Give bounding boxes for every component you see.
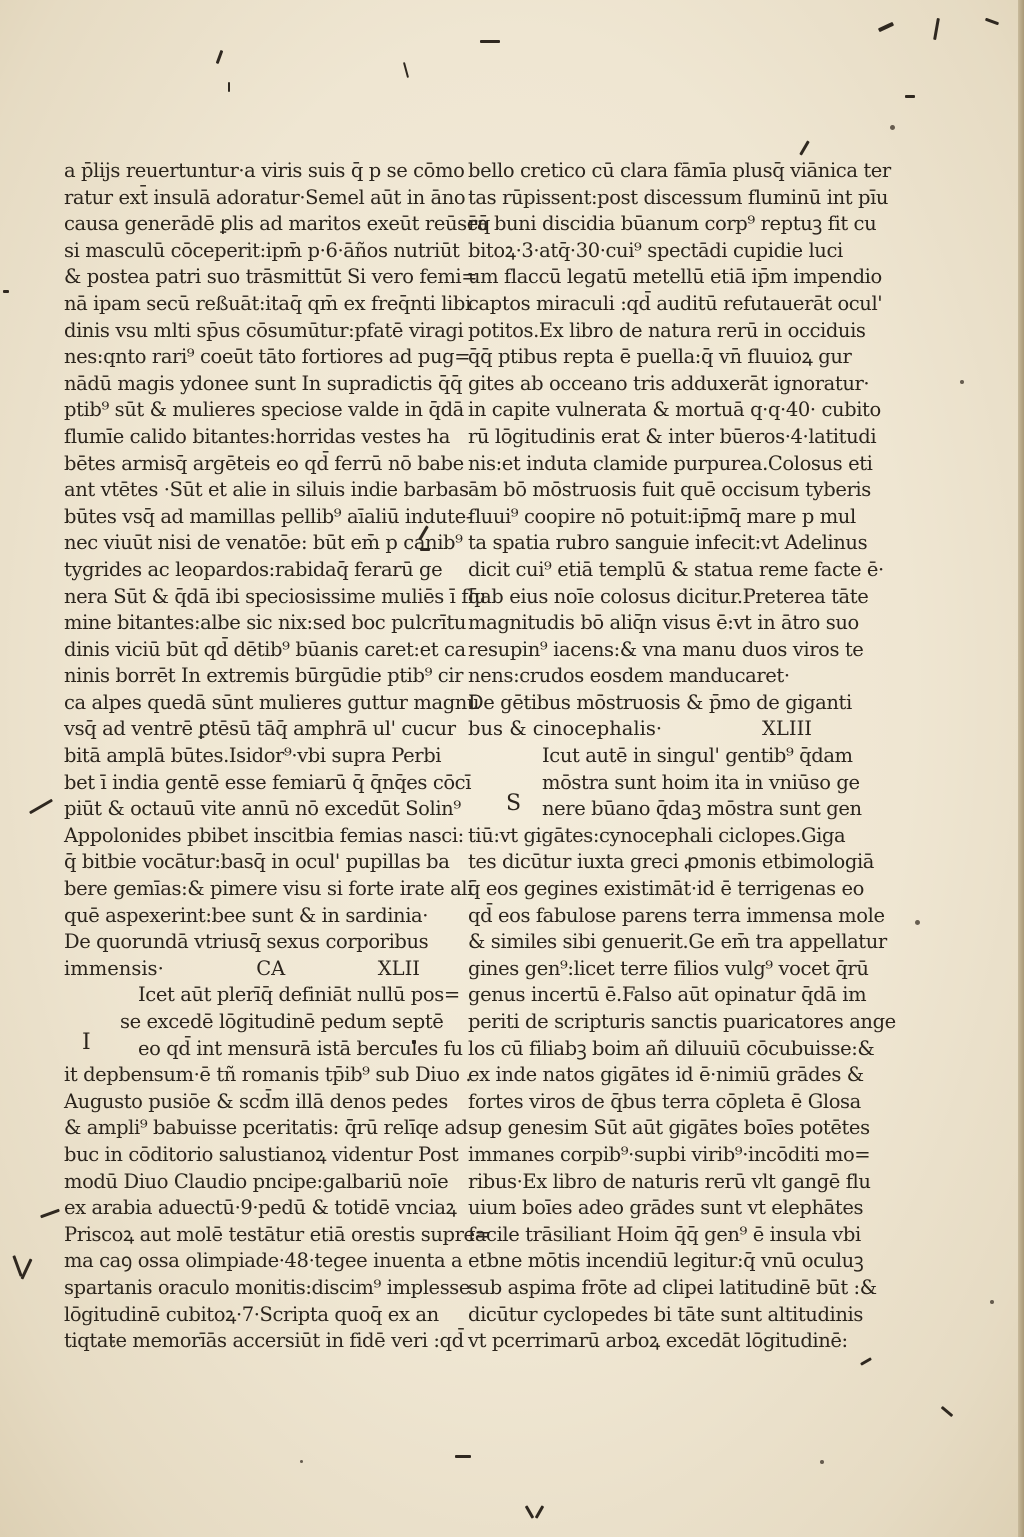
text-line: causa generādē ꝑlis ad maritos exeūt reūsēq̄ — [64, 212, 490, 236]
text-line: spartanis oraculo monitis:discim⁹ implesse — [64, 1275, 471, 1299]
initial-letter-guide: I — [82, 1030, 91, 1055]
ink-mark — [403, 62, 409, 78]
chapter-heading-xlii — [64, 929, 440, 982]
ink-mark — [12, 1255, 22, 1277]
text-line: qd̄ eos fabulose parens terra immensa mole — [468, 903, 885, 927]
text-line: dinis viciū būt qd̄ dētib⁹ būanis caret:et ca — [64, 637, 466, 661]
text-line: ant vtētes ·Sūt et alie in siluis indie barbas — [64, 478, 469, 502]
text-line: bitā amplā būtes.Isidor⁹·vbi supra Perbi — [64, 744, 442, 768]
ink-mark — [29, 799, 53, 815]
ink-spot — [890, 125, 895, 130]
text-line: uium boīes adeo grādes sunt vt elephātes — [468, 1196, 864, 1220]
text-line: & postea patri suo trāsmittūt Si vero femi= — [64, 265, 478, 289]
text-line: immanes corpib⁹·supbi virib⁹·incōditi mo= — [468, 1142, 871, 1166]
text-line: Augusto pusiōe & scd̄m illā denos pedes — [64, 1089, 448, 1113]
text-line: rū lōgitudinis erat & inter būeros·4·latitudi — [468, 424, 877, 448]
ink-spot — [820, 1460, 824, 1464]
text-line: bet ī india gentē esse femiarū q̄ q̄nq̄es cōcī — [64, 770, 472, 794]
text-line: vt pcerrimarū arboꝝ excedāt lōgitudinē: — [468, 1329, 848, 1353]
right-initial-block — [468, 743, 862, 823]
initial-line: Icut autē in singul' gentib⁹ q̄dam — [542, 744, 853, 768]
text-line: fortes viros de q̄bus terra cōpleta ē Glosa — [468, 1089, 861, 1113]
ink-mark — [480, 40, 500, 43]
text-line: periti de scripturis sanctis puaricatores ange — [468, 1010, 896, 1033]
text-line: nes:qnto rari⁹ coeūt tāto fortiores ad pug= — [64, 345, 471, 369]
text-line: nec viuūt nisi de venatōe: būt em̄ p canib⁹ — [64, 531, 463, 555]
initial-line: eo qd̄ int mensurā istā bercules fu — [138, 1036, 463, 1060]
text-line: modū Diuo Claudio pncipe:galbariū noīe — [64, 1169, 449, 1193]
text-line: nā ipam secū reßuāt:itaq̄ qm̄ ex freq̄nti libi — [64, 291, 471, 315]
text-line: & similes sibi genuerit.Ge em̄ tra appellatur — [468, 930, 887, 954]
text-line: ex inde natos gigātes id ē·nimiū grādes & — [468, 1063, 864, 1087]
text-line: it depbensum·ē tñ romanis tp̄ib⁹ sub Diuo . — [64, 1063, 472, 1087]
ink-mark — [40, 1209, 60, 1219]
ink-mark — [3, 290, 9, 293]
ink-mark — [933, 18, 940, 40]
ink-mark — [905, 95, 915, 98]
text-line: ra buni discidia būanum corp⁹ reptuꝫ fit cu — [468, 212, 877, 236]
text-line — [64, 1036, 463, 1063]
chapter-heading-row — [468, 716, 816, 743]
ink-spot — [300, 1460, 303, 1463]
text-line: q̄q̄ ptibus repta ē puella:q̄ vn̄ fluuioꝝ gur — [468, 345, 852, 369]
text-line: nis:et induta clamide purpurea.Colosus eti — [468, 451, 873, 475]
chapter-label: CA — [256, 956, 286, 980]
text-line: ex arabia aduectū·9·pedū & totidē vnciaꝝ — [64, 1196, 457, 1220]
text-line: & ampli⁹ babuisse pceritatis: q̄rū relīqe ad — [64, 1116, 468, 1140]
ink-mark — [228, 82, 230, 92]
text-line: lōgitudinē cubitoꝝ·7·Scripta quoq̄ ex an — [64, 1302, 439, 1326]
ink-mark — [20, 1258, 32, 1279]
text-line: tas rūpissent:post discessum fluminū int pīu — [468, 185, 889, 209]
text-line: gites ab occeano tris adduxerāt ignoratur· — [468, 371, 870, 395]
left-text-column — [64, 158, 491, 1355]
chapter-heading-row — [64, 956, 440, 983]
text-line: ninis borrēt In extremis būrgūdie ptib⁹ cir — [64, 664, 464, 688]
text-line: Priscoꝝ aut molē testātur etiā orestis supre= — [64, 1222, 491, 1246]
left-paragraph-2 — [64, 1062, 491, 1355]
text-line: Appolonides pbibet inscitbia femias nasci: — [64, 823, 464, 847]
chapter-heading-line: De gētibus mōstruosis & p̄mo de giganti — [468, 690, 852, 714]
text-line: tiū:vt gigātes:cynocephali ciclopes.Giga — [468, 823, 846, 847]
right-paragraph-2 — [468, 823, 896, 1355]
text-line: vsq̄ ad ventrē ꝑtēsū tāq̄ amphrā ul' cucur — [64, 717, 456, 741]
text-line: sup genesim Sūt aūt gigātes boīes potētes — [468, 1116, 870, 1140]
text-line: um flaccū legatū metellū etiā ip̄m impendio — [468, 265, 882, 289]
ink-spot — [915, 920, 920, 925]
chapter-heading-word: bus & cinocephalis· — [468, 717, 663, 741]
text-line: q̄ eos gegines existimāt·id ē terrigenas eo — [468, 877, 865, 901]
ink-mark — [535, 1505, 545, 1519]
chapter-heading-xliii — [468, 690, 852, 743]
text-line: gines gen⁹:licet terre filios vulg⁹ vocet q̄rū — [468, 956, 869, 980]
text-line: magnitudis bō aliq̄n visus ē:vt in ātro suo — [468, 611, 859, 635]
text-line: fluui⁹ coopire nō potuit:ip̄mq̄ mare p mul — [468, 504, 856, 528]
chapter-heading-line: De quorundā vtriusq̄ sexus corporibus — [64, 930, 429, 954]
text-line: piūt & octauū vite annū nō excedūt Solin⁹ — [64, 797, 461, 821]
text-line: q̄ab eius noīe colosus dicitur.Preterea tāte — [468, 584, 869, 608]
text-line: quē aspexerint:bee sunt & in sardinia· — [64, 903, 429, 927]
text-line: ta spatia rubro sanguie infecit:vt Adelinus — [468, 531, 868, 555]
text-line: nera Sūt & q̄dā ibi speciosissime muliēs ī flu — [64, 584, 487, 608]
ink-mark — [860, 1357, 872, 1366]
text-line: bere gemīas:& pimere visu si forte irate ali — [64, 877, 473, 901]
text-line: bitoꝝ·3·atq̄·30·cui⁹ spectādi cupidie luci — [468, 238, 843, 262]
initial-line: nere būano q̄daꝫ mōstra sunt gen — [542, 797, 862, 821]
text-line: sub aspima frōte ad clipei latitudinē būt :& — [468, 1275, 877, 1299]
text-line: ca alpes quedā sūnt mulieres guttur magnū — [64, 690, 480, 714]
text-line: ma caꝯ ossa olimpiade·48·tegee inuenta a — [64, 1249, 463, 1273]
text-line: dicit cui⁹ etiā templū & statua reme facte ē· — [468, 557, 884, 581]
ink-mark — [985, 18, 999, 26]
text-line: potitos.Ex libro de natura rerū in occiduis — [468, 318, 866, 342]
text-line: ratur ext̄ insulā adoratur·Semel aūt in āno — [64, 185, 466, 209]
text-line: dinis vsu mlti sp̄us cōsumūtur:pfatē viragi — [64, 318, 464, 342]
text-line — [64, 982, 460, 1009]
text-line: bello cretico cū clara fāmīa plusq̄ viānica ter — [468, 159, 891, 182]
text-line: resupin⁹ iacens:& vna manu duos viros te — [468, 637, 864, 661]
initial-line: se excedē lōgitudinē pedum septē — [120, 1010, 444, 1033]
text-line: etbne mōtis incendiū legitur:q̄ vnū oculuꝫ — [468, 1249, 864, 1273]
right-text-column — [468, 158, 896, 1355]
initial-line: Icet aūt plerīq̄ definiāt nullū pos= — [138, 983, 460, 1007]
ink-mark — [455, 1455, 471, 1458]
text-line: būtes vsq̄ ad mamillas pellib⁹ aīaliū indute- — [64, 504, 472, 528]
right-paragraph-1 — [468, 158, 891, 690]
chapter-number: XLII — [377, 956, 420, 980]
text-line: ribus·Ex libro de naturis rerū vlt gangē flu — [468, 1169, 871, 1193]
ink-mark — [216, 50, 224, 64]
ink-mark — [941, 1406, 954, 1417]
text-line — [468, 743, 853, 770]
text-line: ptib⁹ sūt & mulieres speciose valde in q̄dā — [64, 398, 464, 422]
text-line: dicūtur cyclopedes bi tāte sunt altitudinis — [468, 1302, 863, 1326]
text-line: los cū filiabꝫ boim añ diluuiū cōcubuisse:& — [468, 1036, 875, 1060]
initial-line: mōstra sunt hoim ita in vniūso ge — [542, 770, 860, 794]
text-line: bētes armisq̄ argēteis eo qd̄ ferrū nō babe — [64, 451, 464, 475]
text-line: tiqtate memorīās accersiūt in fidē veri :qd̄ — [64, 1329, 464, 1353]
text-line: tygrides ac leopardos:rabidaq̄ ferarū ge — [64, 557, 443, 581]
text-line: in capite vulnerata & mortuā q·q·40· cubito — [468, 398, 881, 422]
text-line: q̄ bitbie vocātur:basq̄ in ocul' pupillas ba — [64, 850, 450, 874]
ink-mark — [878, 22, 894, 32]
ink-spot — [960, 380, 964, 384]
text-line: facile trāsiliant Hoim q̄q̄ gen⁹ ē insula vbi — [468, 1222, 861, 1246]
page-edge — [1018, 0, 1024, 1537]
text-line: genus incertū ē.Falso aūt opinatur q̄dā im — [468, 983, 867, 1007]
text-line: a p̄lijs reuertuntur·a viris suis q̄ p se cōmo — [64, 159, 465, 182]
text-line: si masculū cōceperit:ipm̄ p·6·āños nutriūt — [64, 238, 460, 262]
initial-letter-guide: S — [506, 790, 521, 816]
text-line: mine bitantes:albe sic nix:sed boc pulcrītu — [64, 611, 467, 635]
chapter-number: XLIII — [762, 717, 812, 741]
ink-mark — [799, 140, 810, 155]
ink-mark — [525, 1505, 535, 1519]
text-line: flumīe calido bitantes:horridas vestes ha — [64, 424, 451, 448]
text-line: buc in cōditorio salustianoꝝ videntur Post — [64, 1142, 459, 1166]
left-initial-block — [64, 982, 463, 1062]
chapter-heading-word: immensis· — [64, 956, 164, 980]
text-line: nādū magis ydonee sunt In supradictis q̄q̄ — [64, 371, 463, 395]
left-paragraph-1 — [64, 158, 490, 929]
ink-spot — [990, 1300, 994, 1304]
text-line: nens:crudos eosdem manducaret· — [468, 664, 790, 688]
text-line: captos miraculi :qd̄ auditū refutauerāt ocul' — [468, 291, 883, 315]
text-line: ām bō mōstruosis fuit quē occisum tyberis — [468, 478, 871, 502]
text-line: tes dicūtur iuxta greci ꝓmonis etbimologiā — [468, 850, 875, 874]
